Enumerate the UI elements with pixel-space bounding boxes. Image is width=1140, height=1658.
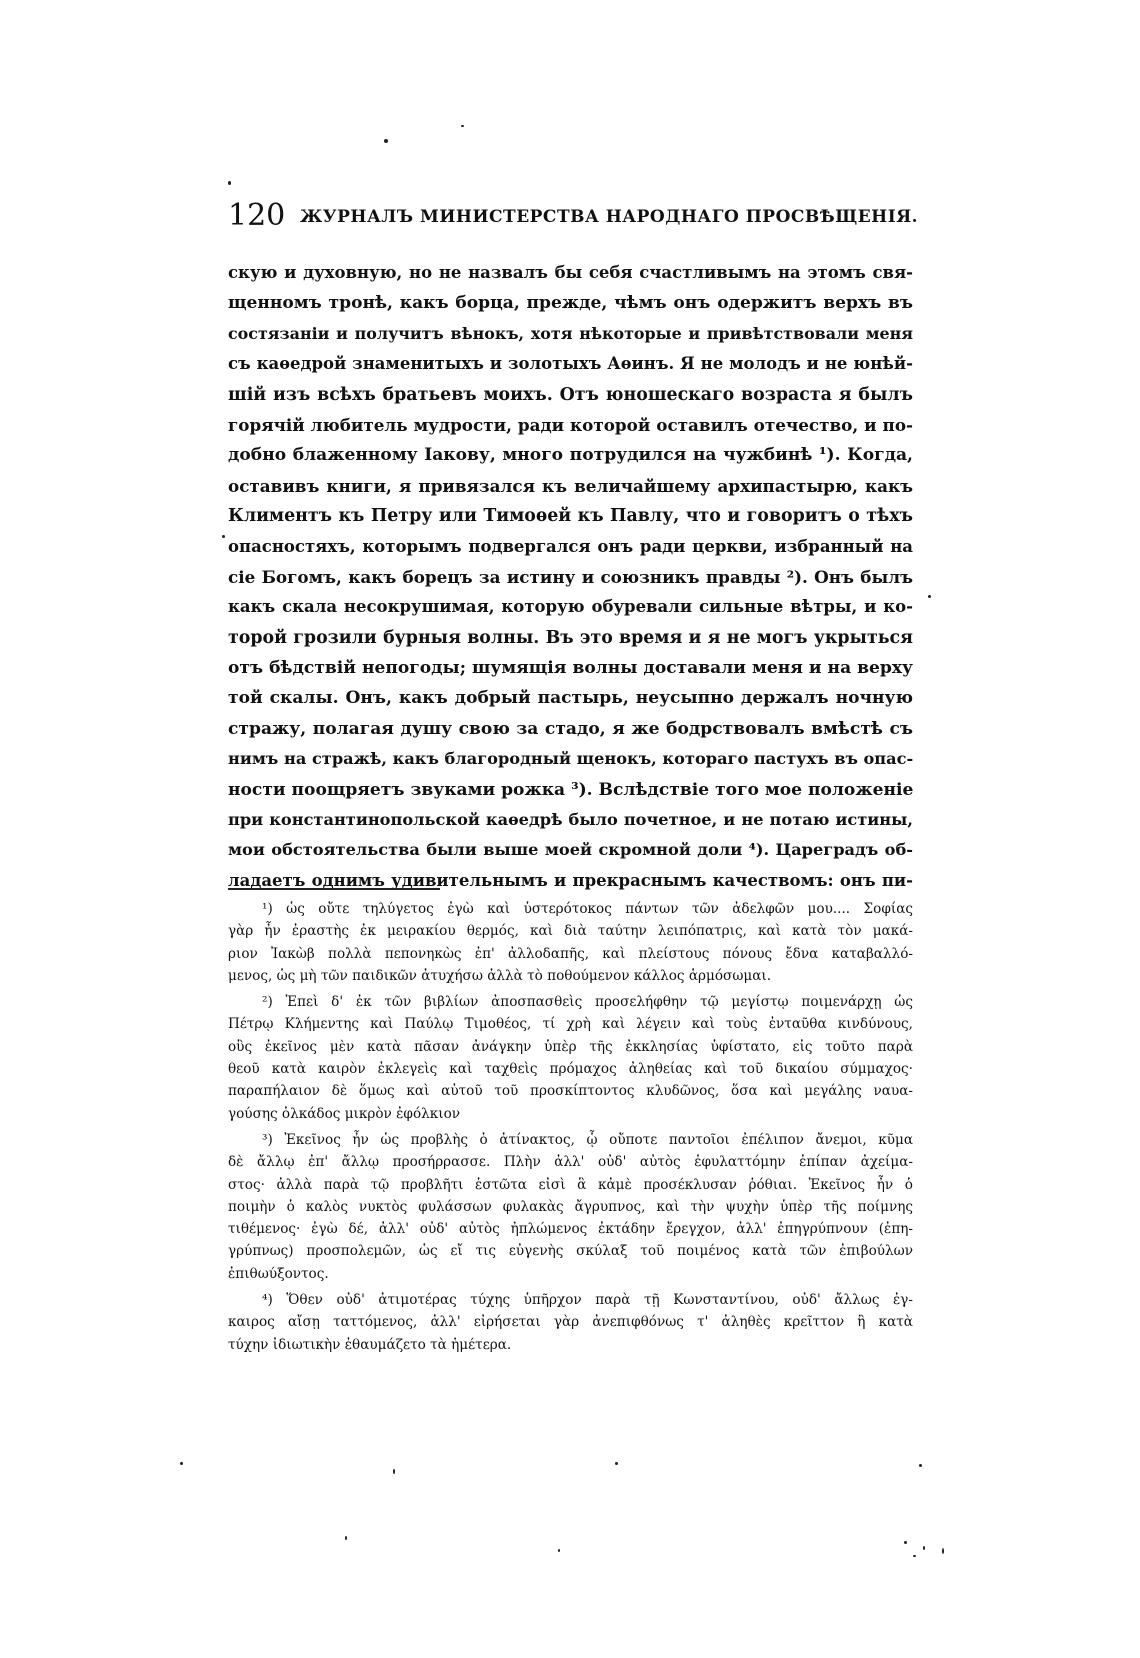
scan-speck xyxy=(180,1462,183,1465)
text-line: скую и духовную, но не назвалъ бы себя счастливымъ на этомъ свя- xyxy=(228,263,913,282)
footnote-line: γρύπνως) προσπολεμῶν, ὡς εἴ τις εὐγενὴς σκύλαξ τοῦ ποιμένος κατὰ τῶν ἐπιβούλων xyxy=(228,1243,913,1260)
footnote xyxy=(228,1289,913,1356)
text-line: сіе Богомъ, какъ борецъ за истину и союзникъ правды ²). Онъ былъ xyxy=(228,566,913,587)
scan-speck xyxy=(345,1536,347,1540)
text-line: опасностяхъ, которымъ подвергался онъ ради церкви, избранный на xyxy=(228,536,913,556)
scan-speck xyxy=(928,595,931,598)
text-line: щенномъ тронѣ, какъ борца, прежде, чѣмъ онъ одержитъ верхъ въ xyxy=(228,293,913,314)
footnote-line: ριον Ἰακὼβ πολλὰ πεπονηκὼς ἐπ' ἀλλοδαπῆς, καὶ πλείστους πόνους ἔδνα καταβαλλό- xyxy=(228,945,913,962)
footnote-line: γὰρ ἦν ἐραστὴς ἐκ μειρακίου θερμός, καὶ διὰ ταύτην λειπόπατρις, καὶ κατὰ τὸν μακά- xyxy=(228,923,913,940)
footnote-line: τύχην ἰδιωτικὴν ἐθαυμάζετο τὰ ἡμέτερα. xyxy=(228,1336,512,1353)
footnote-line: δὲ ἄλλῳ ἐπ' ἄλλῳ προσήρρασσε. Πλὴν ἀλλ' οὐδ' αὐτὸς ἐφυλαττόμην ἐπίπαν ἀχείμα- xyxy=(228,1154,913,1171)
text-line: оставивъ книги, я привязался къ величайшему архипастырю, какъ xyxy=(228,475,913,496)
footnote-line: μενος, ὡς μὴ τῶν παιδικῶν ἀτυχήσω ἀλλὰ τὸ ποθούμενον κάλλος ἁρμόσωμαι. xyxy=(228,967,772,984)
page-header xyxy=(228,196,919,236)
footnote xyxy=(228,1129,913,1285)
text-line: Климентъ къ Петру или Тимоѳей къ Павлу, что и говоритъ о тѣхъ xyxy=(228,506,913,527)
footnote-line: θεοῦ κατὰ καιρὸν ἐκλεγεὶς καὶ ταχθεὶς πρόμαχος ἀληθείας καὶ τοῦ δικαίου σύμμαχος· xyxy=(228,1061,913,1078)
scan-speck xyxy=(913,1555,916,1557)
page-number: 120 xyxy=(228,198,286,233)
text-line: торой грозили бурныя волны. Въ это время и я не могъ укрыться xyxy=(228,627,913,648)
scan-speck xyxy=(904,1541,907,1544)
scan-speck xyxy=(923,1546,925,1550)
text-line: мои обстоятельства были выше моей скромной доли ⁴). Цареградъ об- xyxy=(228,840,913,860)
text-line: нимъ на стражѣ, какъ благородный щенокъ, котораго пастухъ въ опас- xyxy=(228,749,913,769)
footnote-line: ³) Ἐκεῖνος ἦν ὡς προβλὴς ὁ ἀτίνακτος, ᾧ οὔποτε παντοῖοι ἐπέλιπον ἄνεμοι, κῦμα xyxy=(262,1131,913,1148)
footnote-line: ¹) ὡς οὔτε τηλύγετος ἐγὼ καὶ ὑστερότοκος πάντων τῶν ἀδελφῶν μου.... Σοφίας xyxy=(262,901,913,917)
footnote-line: ποιμὴν ὁ καλὸς νυκτὸς φυλάσσων φυλακὰς ἄγρυπνος, καὶ τὴν ψυχὴν ὑπὲρ τῆς ποίμνης xyxy=(228,1198,913,1215)
text-line: шій изъ всѣхъ братьевъ моихъ. Отъ юношескаго возраста я былъ xyxy=(228,384,913,405)
text-line: какъ скала несокрушимая, которую обуревали сильные вѣтры, и ко- xyxy=(228,597,913,617)
text-line: добно блаженному Іакову, много потрудился на чужбинѣ ¹). Когда, xyxy=(228,445,913,466)
text-line: ности поощряетъ звуками рожка ³). Вслѣдствіе того мое положеніе xyxy=(228,779,913,800)
footnote-line: καιρος αἴσῃ ταττόμενος, ἀλλ' εἰρήσεται γὰρ ἀνεπιφθόνως τ' ἀληθὲς κρεῖττον ἢ κατὰ xyxy=(228,1314,913,1331)
footnote-line: ²) Ἐπεὶ δ' ἐκ τῶν βιβλίων ἀποσπασθεὶς προσελήφθην τῷ μεγίστῳ ποιμενάρχῃ ὡς xyxy=(262,994,913,1011)
scan-speck xyxy=(942,1548,944,1554)
footnote-line: στος· ἀλλὰ παρὰ τῷ προβλῆτι ἑστῶτα εἰσὶ ἃ κἀμὲ προσέκλυσαν ῥόθιαι. Ἐκεῖνος ἦν ὁ xyxy=(228,1176,913,1193)
scan-speck xyxy=(919,1464,922,1467)
scan-speck xyxy=(558,1549,560,1552)
footnote-line: ἐπιθωύξοντος. xyxy=(228,1265,329,1282)
footnote-line: τιθέμενος· ἐγὼ δέ, ἀλλ' οὐδ' αὐτὸς ἠπλώμενος ἐκτάδην ἔρεγχον, ἀλλ' ἐπηγρύπνουν (ἐπη- xyxy=(228,1221,913,1238)
footnote-line: οὓς ἐκεῖνος μὲν κατὰ πᾶσαν ἀνάγκην ὑπὲρ τῆς ἐκκλησίας ὑφίστατο, εἰς τοῦτο παρὰ xyxy=(228,1038,913,1055)
running-title: ЖУРНАЛЪ МИНИСТЕРСТВА НАРОДНАГО ПРОСВѢЩЕНІЯ. xyxy=(300,207,919,227)
footnote-line: Πέτρῳ Κλήμεντης καὶ Παύλῳ Τιμοθέος, τί χρὴ καὶ λέγειν καὶ τοὺς ἐνταῦθα κινδύνους, xyxy=(228,1016,913,1033)
footnote-line: γούσης ὁλκάδος μικρὸν ἐφόλκιον xyxy=(228,1105,461,1122)
scan-speck xyxy=(393,1469,395,1474)
footnote xyxy=(228,991,913,1125)
scan-speck xyxy=(461,125,464,127)
text-line: ладаетъ однимъ удивительнымъ и прекраснымъ качествомъ: онъ пи- xyxy=(228,870,913,890)
text-line: стражу, полагая душу свою за стадо, я же бодрствовалъ вмѣстѣ съ xyxy=(228,718,913,739)
scan-speck xyxy=(615,1462,618,1465)
footnotes xyxy=(228,898,913,1356)
footnote-line: παραπήλαιον δὲ ὅμως καὶ αὐτοῦ τοῦ προσκίπτοντος κλυδῶνος, ὅσα καὶ μεγάλης ναυα- xyxy=(228,1083,913,1100)
scan-speck xyxy=(384,139,388,143)
scan-speck xyxy=(228,181,231,185)
text-line: при константинопольской каѳедрѣ было почетное, и не потаю истины, xyxy=(228,810,913,830)
footnote xyxy=(228,898,913,987)
scan-speck xyxy=(222,535,225,538)
main-text xyxy=(228,258,913,896)
text-line: съ каѳедрой знаменитыхъ и золотыхъ Аѳинъ. Я не молодъ и не юнѣй- xyxy=(228,354,913,374)
text-line: отъ бѣдствій непогоды; шумящія волны доставали меня и на верху xyxy=(228,658,913,679)
text-line: горячій любитель мудрости, ради которой оставилъ отечество, и по- xyxy=(228,414,913,435)
footnote-divider xyxy=(228,888,440,890)
text-line: той скалы. Онъ, какъ добрый пастырь, неусыпно держалъ ночную xyxy=(228,688,913,709)
text-line: состязаніи и получитъ вѣнокъ, хотя нѣкоторые и привѣтствовали меня xyxy=(228,323,913,343)
footnote-line: ⁴) Ὅθεν οὐδ' ἀτιμοτέρας τύχης ὑπῆρχον παρὰ τῇ Κωνσταντίνου, οὐδ' ἄλλως ἐγ- xyxy=(262,1292,913,1309)
